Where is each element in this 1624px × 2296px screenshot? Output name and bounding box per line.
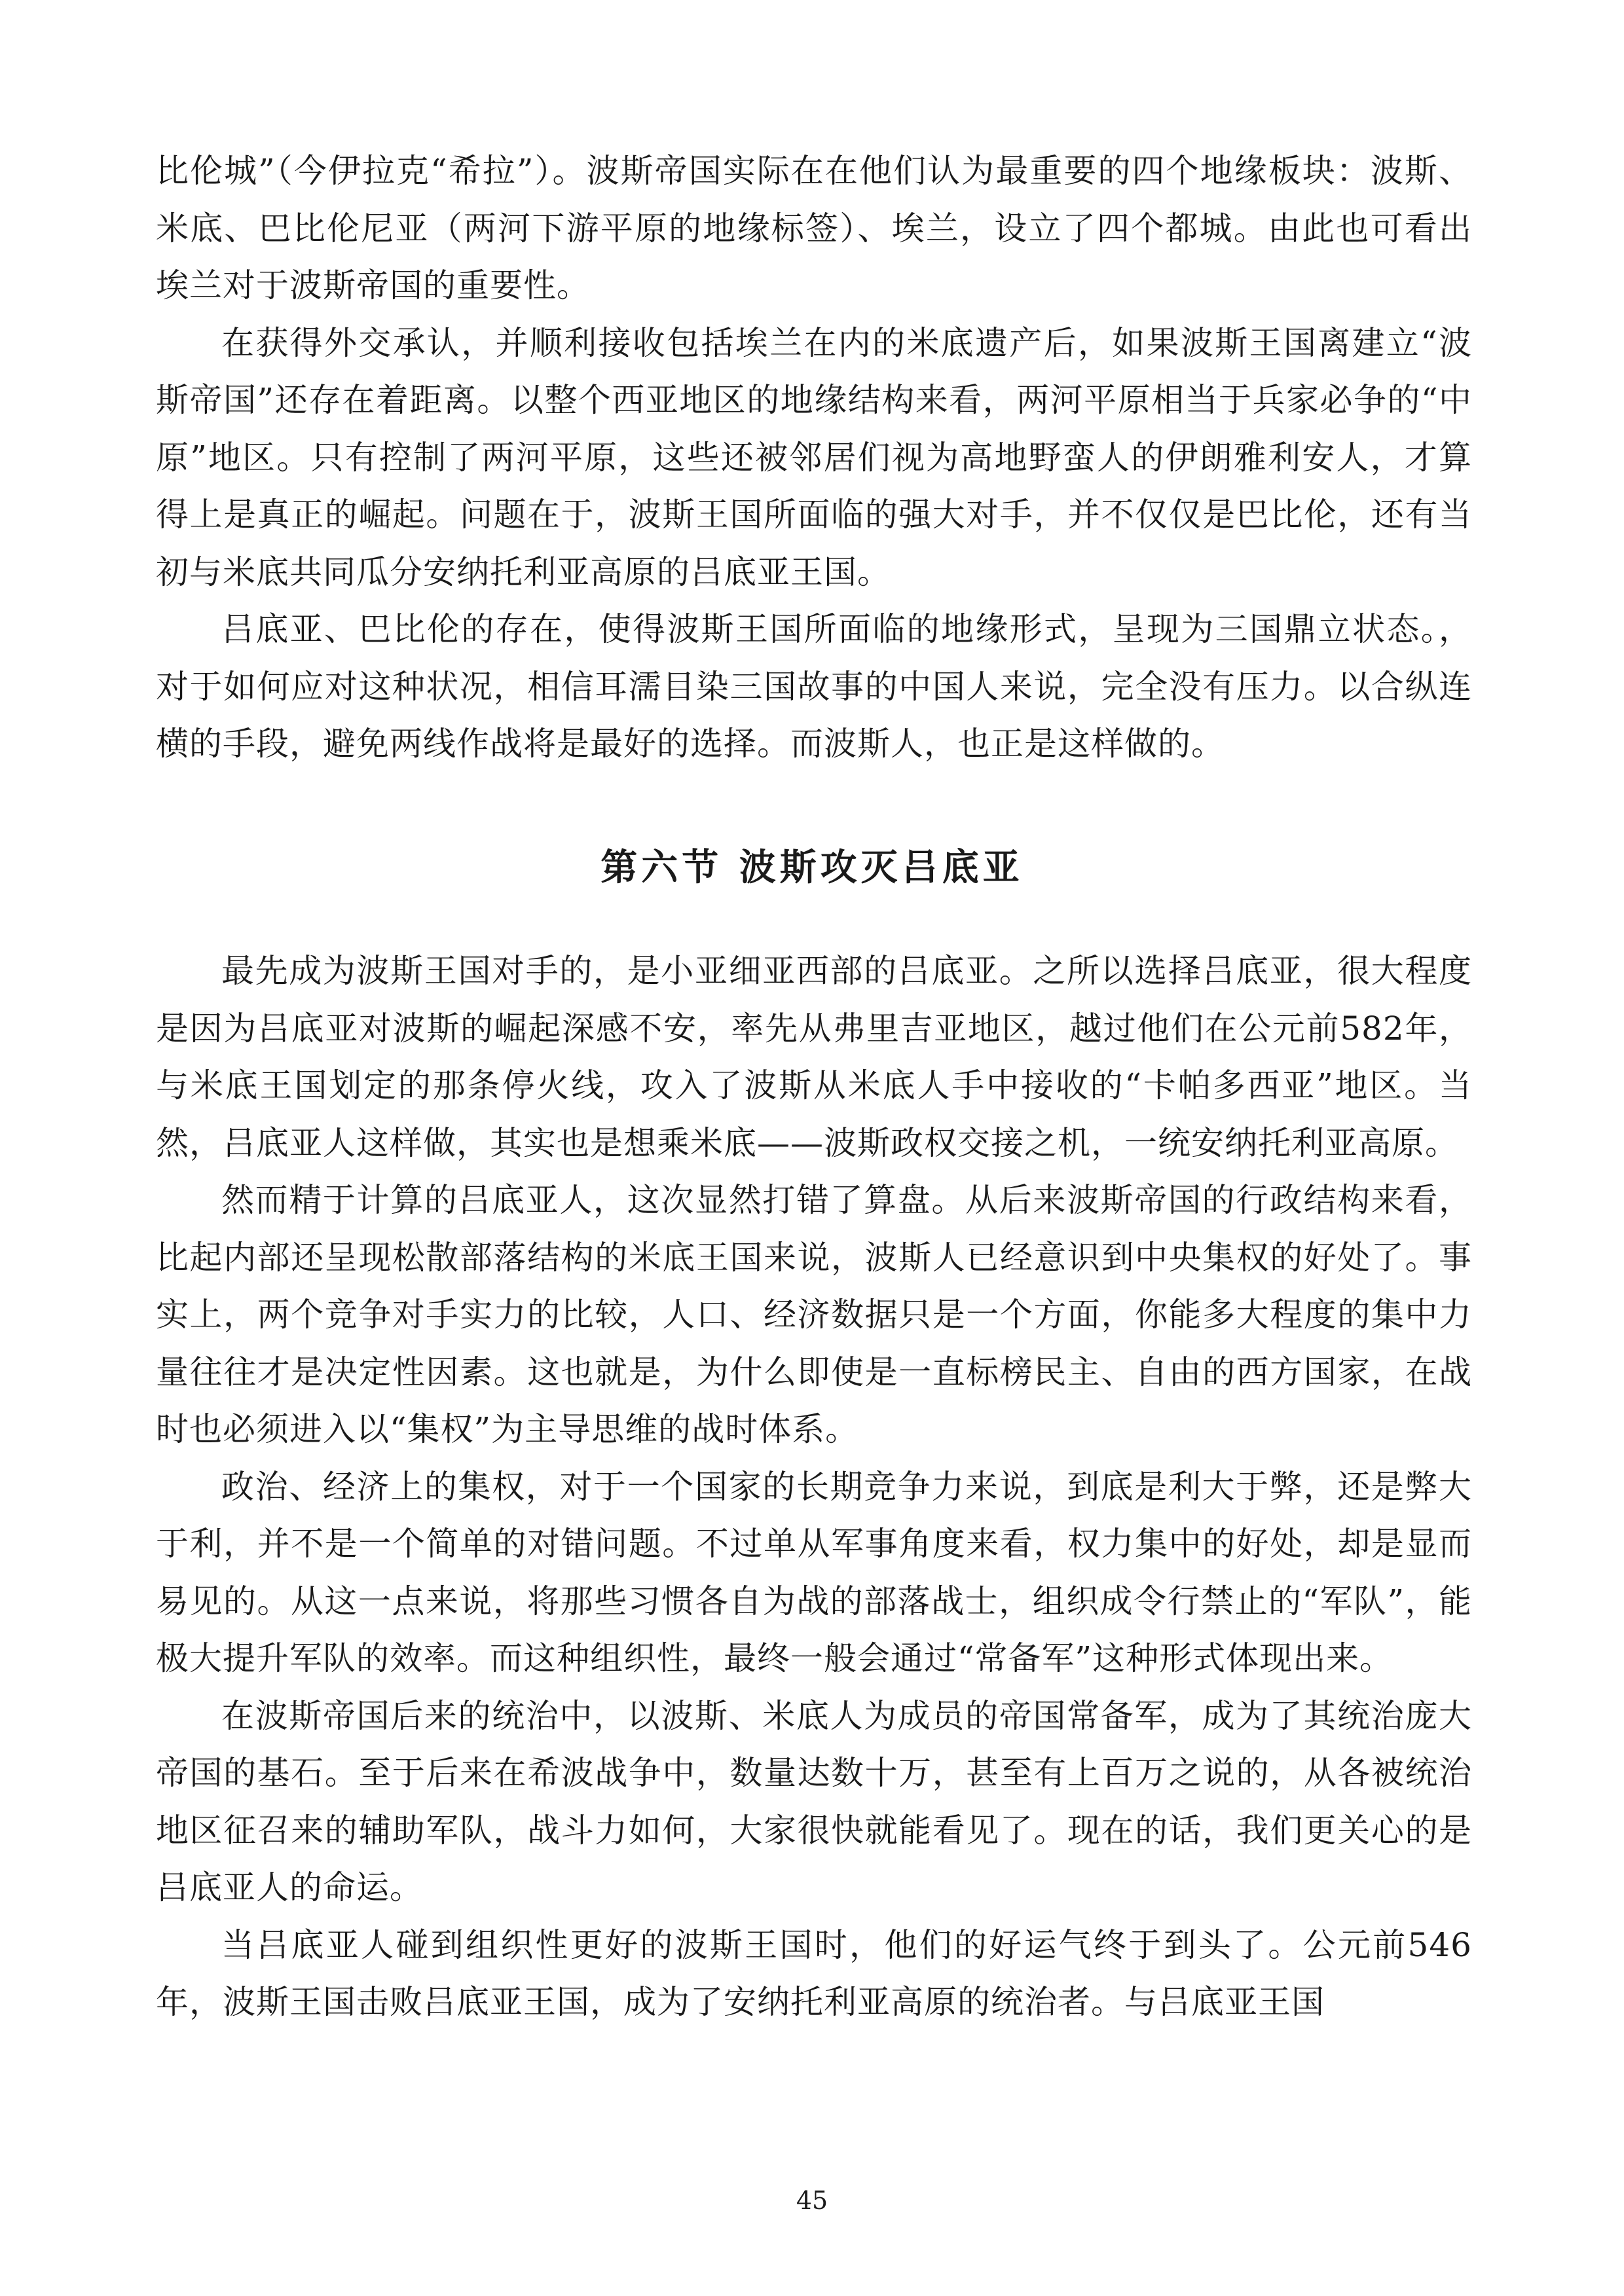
paragraph: 当吕底亚人碰到组织性更好的波斯王国时，他们的好运气终于到头了。公元前546年，波斯王国击败吕底亚王国，成为了安纳托利亚高原的统治者。与吕底亚王国 bbox=[156, 1925, 1472, 2021]
paragraph: 然而精于计算的吕底亚人，这次显然打错了算盘。从后来波斯帝国的行政结构来看，比起内部还呈现松散部落结构的米底王国来说，波斯人已经意识到中央集权的好处了。事实上，两个竞争对手实力的比较，人口、经济数据只是一个方面，你能多大程度的集中力量往往才是决定性因素。这也就是，为什么即使是一直标榜民主、自由的西方国家，在战时也必须进入以“集权”为主导思维的战时体系。 bbox=[156, 1181, 1472, 1448]
paragraph-continuation: 比伦城”（今伊拉克“希拉”）。波斯帝国实际在在他们认为最重要的四个地缘板块：波斯、米底、巴比伦尼亚（两河下游平原的地缘标签）、埃兰，设立了四个都城。由此也可看出埃兰对于波斯帝国的重要性。 bbox=[156, 152, 1472, 304]
paragraph: 吕底亚、巴比伦的存在，使得波斯王国所面临的地缘形式，呈现为三国鼎立状态。，对于如何应对这种状况，相信耳濡目染三国故事的中国人来说，完全没有压力。以合纵连横的手段，避免两线作战将是最好的选择。而波斯人，也正是这样做的。 bbox=[156, 610, 1472, 763]
main-text-block bbox=[156, 943, 1472, 2032]
top-text-block bbox=[156, 143, 1472, 773]
paragraph: 在获得外交承认，并顺利接收包括埃兰在内的米底遗产后，如果波斯王国离建立“波斯帝国”还存在着距离。以整个西亚地区的地缘结构来看，两河平原相当于兵家必争的“中原”地区。只有控制了两河平原，这些还被邻居们视为高地野蛮人的伊朗雅利安人，才算得上是真正的崛起。问题在于，波斯王国所面临的强大对手，并不仅仅是巴比伦，还有当初与米底共同瓜分安纳托利亚高原的吕底亚王国。 bbox=[156, 323, 1472, 591]
paragraph: 政治、经济上的集权，对于一个国家的长期竞争力来说，到底是利大于弊，还是弊大于利，并不是一个简单的对错问题。不过单从军事角度来看，权力集中的好处，却是显而易见的。从这一点来说，将那些习惯各自为战的部落战士，组织成令行禁止的“军队”，能极大提升军队的效率。而这种组织性，最终一般会通过“常备军”这种形式体现出来。 bbox=[156, 1467, 1472, 1677]
section-heading: 第六节 波斯攻灭吕底亚 bbox=[600, 847, 1024, 889]
paragraph: 在波斯帝国后来的统治中，以波斯、米底人为成员的帝国常备军，成为了其统治庞大帝国的基石。至于后来在希波战争中，数量达数十万，甚至有上百万之说的，从各被统治地区征召来的辅助军队，战斗力如何，大家很快就能看见了。现在的话，我们更关心的是吕底亚人的命运。 bbox=[156, 1696, 1472, 1906]
paragraph: 最先成为波斯王国对手的，是小亚细亚西部的吕底亚。之所以选择吕底亚，很大程度是因为吕底亚对波斯的崛起深感不安，率先从弗里吉亚地区，越过他们在公元前582年，与米底王国划定的那条停火线，攻入了波斯从米底人手中接收的“卡帕多西亚”地区。当然，吕底亚人这样做，其实也是想乘米底——波斯政权交接之机，一统安纳托利亚高原。 bbox=[156, 952, 1472, 1162]
page-number: 45 bbox=[796, 2186, 828, 2215]
